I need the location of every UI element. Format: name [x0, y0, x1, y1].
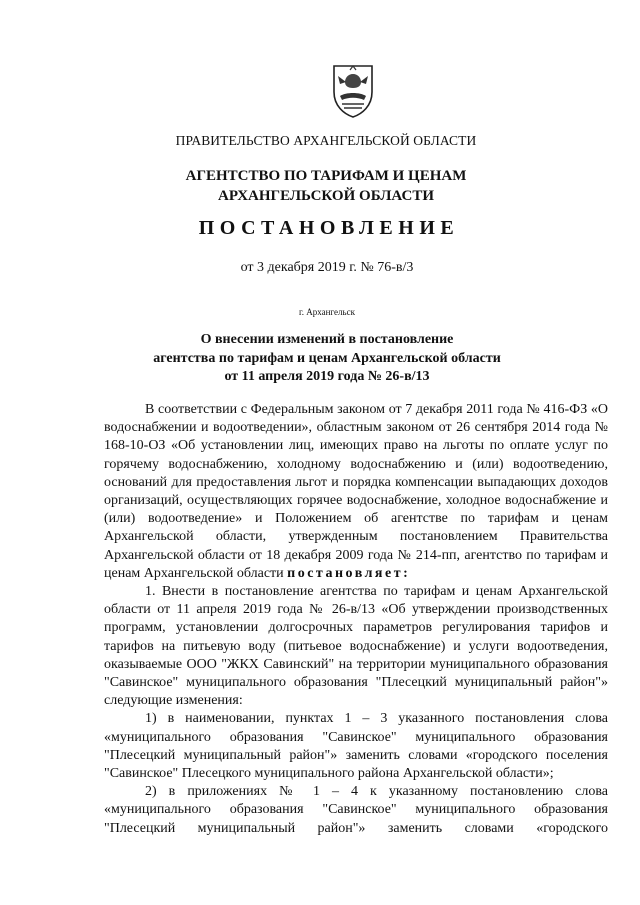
subject-line3: от 11 апреля 2019 года № 26-в/13: [224, 369, 430, 384]
document-body: [104, 401, 608, 838]
item-1-paragraph: 1. Внести в постановление агентства по тарифам и ценам Архангельской области от 11 апреля 2019 года № 26-в/13 «Об утверждении производственных программ, установлении долгосрочных параметров регулирования тарифов и тарифов на питьевую воду (питьевое водоснабжение) и услуги водоотведения, оказываемые ООО "ЖКХ Савинский" на территории муниципального образования "Савинское" муниципального образования "Плесецкий муниципальный район"» следующие изменения:: [104, 584, 608, 709]
subject-line1: О внесении изменений в постановление: [200, 332, 454, 347]
document-city: г. Архангельск: [299, 307, 355, 317]
document-date-number: от 3 декабря 2019 г. № 76-в/3: [240, 260, 414, 275]
decree-word: постановляет:: [287, 565, 411, 581]
government-title: ПРАВИТЕЛЬСТВО АРХАНГЕЛЬСКОЙ ОБЛАСТИ: [175, 133, 477, 148]
subject-line2: агентства по тарифам и ценам Архангельской области: [153, 350, 501, 366]
document-type-heading: ПОСТАНОВЛЕНИЕ: [198, 217, 460, 239]
agency-title: [0, 166, 640, 206]
coat-of-arms-emblem: [328, 62, 378, 118]
document-subject: [0, 331, 640, 387]
preamble-text: В соответствии с Федеральным законом от 7 декабря 2011 года № 416-ФЗ «О водоснабжении и водоотведении», областным законом от 26 сентября 2014 года № 168-10-ОЗ «Об установлении лиц, имеющих право на льготы по оплате услуг по горячему водоснабжению, холодному водоснабжению и (или) водоотведению, оснований для предоставления льгот и порядка компенсации выпадающих доходов организаций, осуществляющих горячее водоснабжение, холодное водоснабжение и (или) водоотведение» и Положением об агентстве по тарифам и ценам Архангельской области, утвержденным постановлением Правительства Архангельской области от 18 декабря 2009 года № 214-пп, агентство по тарифам и ценам Архангельской области: [104, 402, 608, 581]
agency-title-line2: АРХАНГЕЛЬСКОЙ ОБЛАСТИ: [218, 188, 434, 204]
agency-title-line1: АГЕНТСТВО ПО ТАРИФАМ И ЦЕНАМ: [185, 168, 467, 184]
item-1-1-paragraph: 1) в наименовании, пунктах 1 – 3 указанного постановления слова «муниципального образования "Савинское" муниципального образования "Плесецкий муниципальный район"» заменить словами «городского поселения "Савинское" Плесецкого муниципального района Архангельской области»;: [104, 711, 608, 782]
item-1-2-paragraph: 2) в приложениях № 1 – 4 к указанному постановлению слова «муниципального образования "Савинское" муниципального образования "Плесецкий муниципальный район"» заменить словами «городского: [104, 784, 608, 836]
preamble-paragraph: [104, 401, 608, 583]
